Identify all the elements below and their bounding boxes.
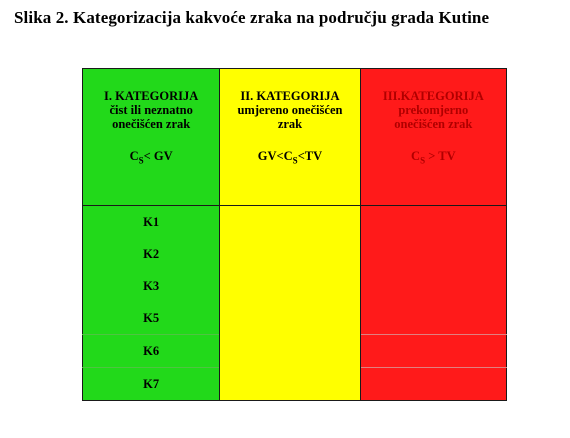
station-label: K3 (83, 270, 220, 302)
category-2-cell (220, 335, 360, 368)
table-header-row (83, 69, 507, 206)
station-label: K6 (83, 335, 220, 368)
category-3-condition: $C_S$ > TV (411, 149, 456, 166)
category-3-desc-line2: onečišćen zrak (394, 117, 473, 131)
category-2-cell (220, 368, 360, 401)
figure-title: Slika 2. Kategorizacija kakvoće zraka na području grada Kutine (14, 8, 490, 27)
table-row (83, 238, 507, 270)
table-row (83, 206, 507, 239)
category-2-cell (220, 270, 360, 302)
station-label: K1 (83, 206, 220, 239)
category-1-desc-line2: onečišćen zrak (112, 117, 191, 131)
category-2-heading: II. KATEGORIJA (240, 89, 340, 103)
air-quality-category-table (82, 68, 507, 401)
category-2-header (220, 69, 360, 206)
category-3-heading: III.KATEGORIJA (382, 89, 484, 103)
table-row (83, 302, 507, 335)
category-1-condition: $C_S<$ GV (129, 149, 173, 166)
category-2-cell (220, 238, 360, 270)
station-label: K7 (83, 368, 220, 401)
category-3-cell (360, 302, 506, 335)
category-2-desc-line2: zrak (277, 117, 303, 131)
category-3-header (360, 69, 506, 206)
category-2-cell (220, 302, 360, 335)
category-3-desc-line1: prekomjerno (398, 103, 469, 117)
category-1-heading: I. KATEGORIJA (104, 89, 199, 103)
category-3-cell (360, 270, 506, 302)
table-row (83, 270, 507, 302)
station-label: K5 (83, 302, 220, 335)
category-1-desc-line1: čist ili neznatno (109, 103, 193, 117)
category-2-condition: $GV<C_S<TV$ (257, 149, 323, 166)
category-2-cell (220, 206, 360, 239)
category-2-desc-line1: umjereno onečišćen (237, 103, 343, 117)
table-row (83, 368, 507, 401)
category-3-cell (360, 368, 506, 401)
category-3-cell (360, 238, 506, 270)
category-3-cell (360, 335, 506, 368)
station-label: K2 (83, 238, 220, 270)
table-row (83, 335, 507, 368)
category-3-cell (360, 206, 506, 239)
category-1-header (83, 69, 220, 206)
